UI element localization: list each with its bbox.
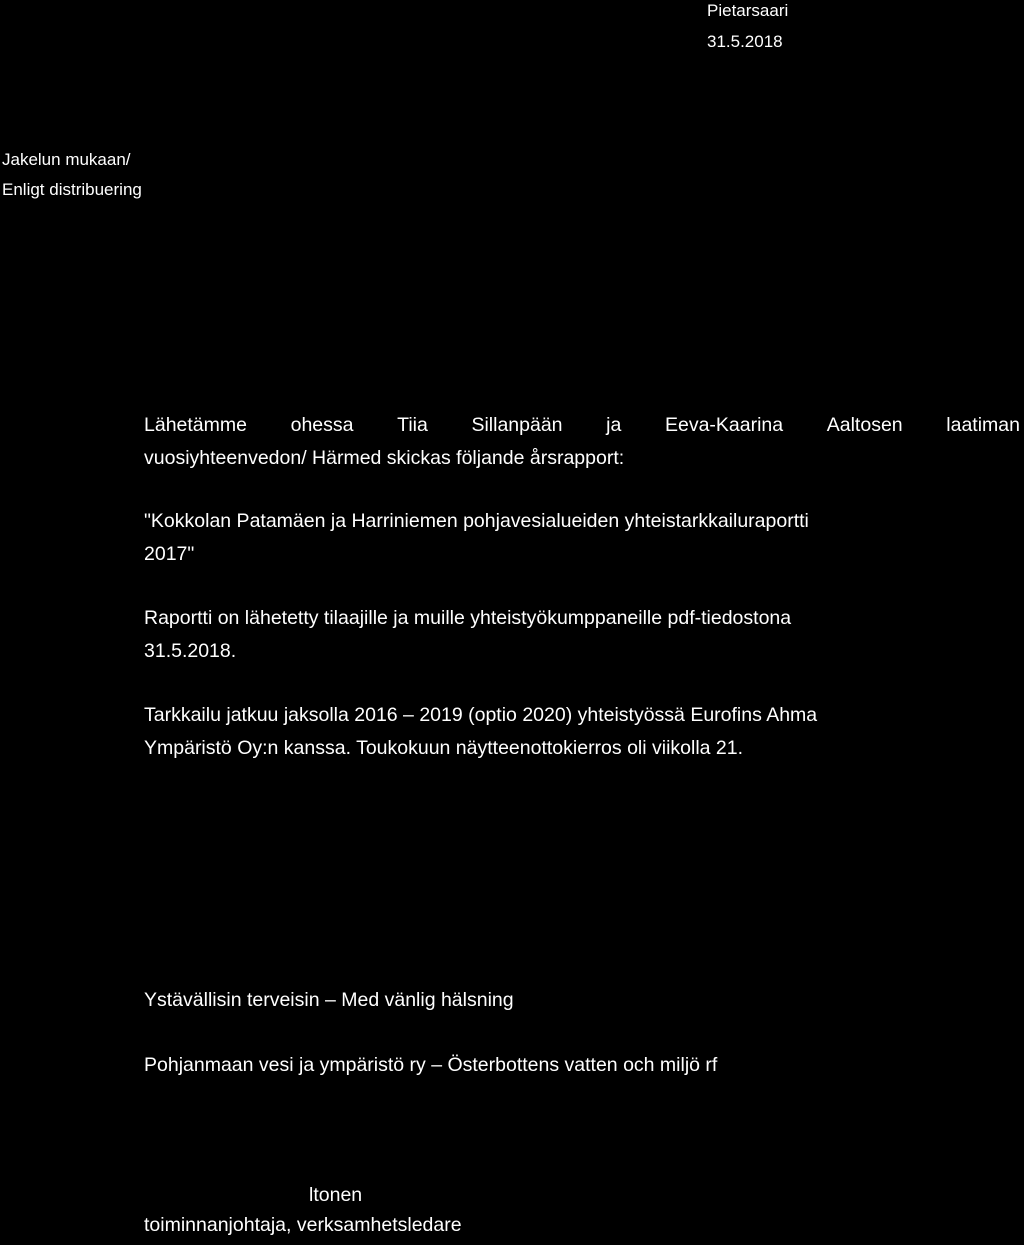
closing-organization: Pohjanmaan vesi ja ympäristö ry – Österbottens vatten och miljö rf — [144, 1054, 718, 1076]
signature-title: toiminnanjohtaja, verksamhetsledare — [144, 1214, 462, 1236]
intro-word: Lähetämme — [144, 414, 247, 436]
letter-date: 31.5.2018 — [707, 32, 783, 51]
intro-word: Tiia — [397, 414, 428, 436]
intro-line-1 — [144, 416, 1020, 436]
monitoring-line-1: Tarkkailu jatkuu jaksolla 2016 – 2019 (optio 2020) yhteistyössä Eurofins Ahma — [144, 704, 818, 726]
intro-word: Eeva-Kaarina — [664, 414, 784, 436]
intro-word: Aaltosen — [826, 414, 903, 436]
recipient-line-1: Jakelun mukaan/ — [2, 150, 131, 169]
intro-word: laatiman — [946, 414, 1020, 436]
signature-name: ltonen — [309, 1184, 363, 1206]
report-title-line-1: "Kokkolan Patamäen ja Harriniemen pohjavesialueiden yhteistarkkailuraportti — [144, 510, 809, 532]
sent-note-line-2: 31.5.2018. — [144, 640, 237, 662]
intro-word: ohessa — [290, 414, 354, 436]
report-title-line-2: 2017" — [144, 543, 195, 565]
intro-word: ja — [606, 414, 622, 436]
letter-place: Pietarsaari — [707, 1, 789, 20]
closing-greeting: Ystävällisin terveisin – Med vänlig hälsning — [144, 989, 514, 1011]
intro-line-2: vuosiyhteenvedon/ Härmed skickas följande årsrapport: — [144, 447, 625, 469]
monitoring-line-2: Ympäristö Oy:n kanssa. Toukokuun näytteenottokierros oli viikolla 21. — [144, 737, 744, 759]
recipient-line-2: Enligt distribuering — [2, 180, 142, 199]
sent-note-line-1: Raportti on lähetetty tilaajille ja muille yhteistyökumppaneille pdf-tiedostona — [144, 607, 792, 629]
intro-word: Sillanpään — [471, 414, 563, 436]
